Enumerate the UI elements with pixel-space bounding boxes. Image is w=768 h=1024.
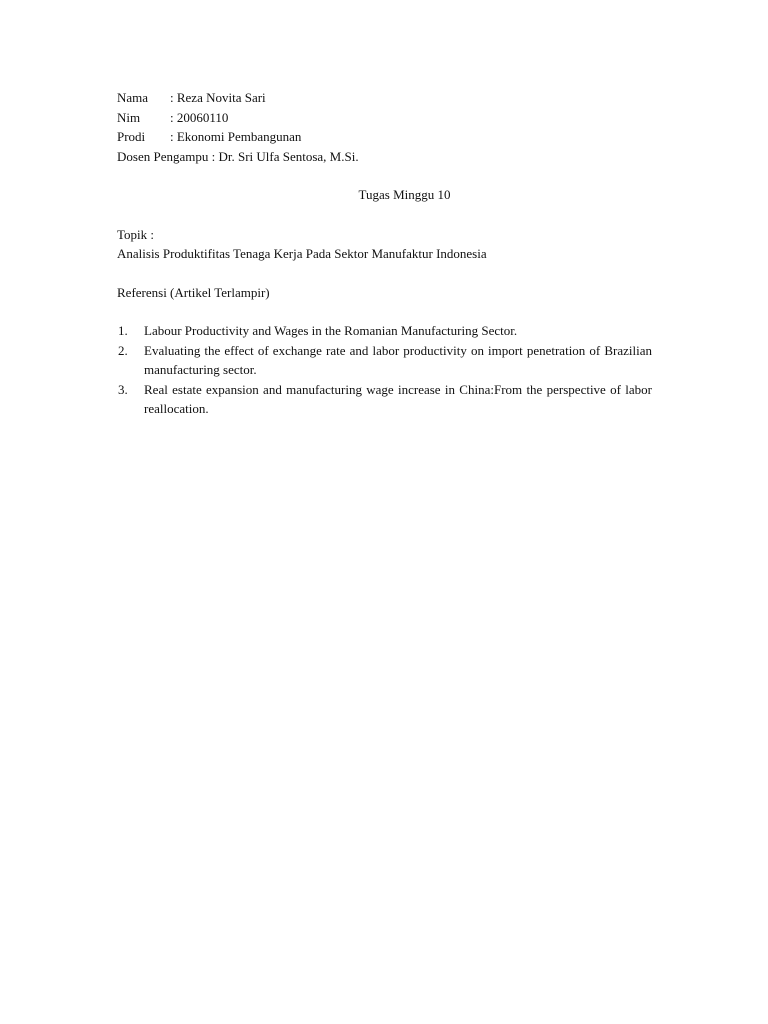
name-label: Nama — [117, 90, 149, 105]
reference-number: 1. — [118, 323, 128, 338]
name-value: : Reza Novita Sari — [170, 90, 266, 105]
prodi-value: : Ekonomi Pembangunan — [170, 129, 302, 144]
reference-number: 2. — [118, 342, 128, 358]
references-section — [117, 283, 652, 419]
reference-text: Evaluating the effect of exchange rate and labor productivity on import penetration of Brazilian manufacturing sector. — [144, 342, 652, 377]
reference-number: 3. — [118, 381, 128, 397]
lecturer-line: Dosen Pengampu : Dr. Sri Ulfa Sentosa, M.Si. — [117, 148, 359, 164]
reference-item — [117, 321, 652, 341]
prodi-row — [117, 127, 652, 147]
topic-section — [117, 225, 652, 264]
references-list — [117, 321, 652, 419]
prodi-label: Prodi — [117, 129, 146, 144]
nim-value: : 20060110 — [170, 109, 229, 125]
topic-label: Topik : — [117, 226, 155, 242]
reference-item — [117, 380, 652, 419]
references-heading: Referensi (Artikel Terlampir) — [117, 284, 270, 300]
reference-text: Real estate expansion and manufacturing wage increase in China:From the perspective of labor reallocation. — [144, 381, 652, 416]
reference-text: Labour Productivity and Wages in the Romanian Manufacturing Sector. — [144, 323, 518, 338]
nim-label: Nim — [117, 109, 141, 125]
document-body — [117, 88, 652, 419]
nim-row — [117, 108, 652, 128]
assignment-title: Tugas Minggu 10 — [358, 187, 451, 202]
name-row — [117, 88, 652, 108]
topic-text: Analisis Produktifitas Tenaga Kerja Pada Sektor Manufaktur Indonesia — [117, 246, 487, 261]
reference-item — [117, 341, 652, 380]
